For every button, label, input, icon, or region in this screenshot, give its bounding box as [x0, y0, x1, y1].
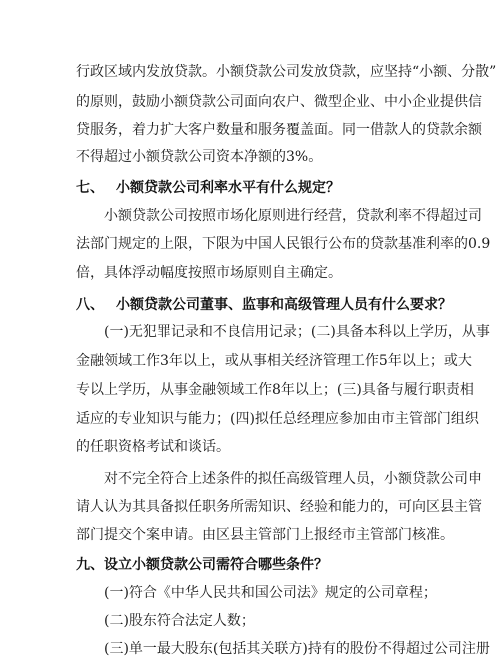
section-heading-8 [76, 295, 452, 315]
paragraph-line: 行政区域内发放贷款。小额贷款公司发放贷款，应坚持“小额、分散” [76, 64, 497, 80]
paragraph-line: (一)无犯罪记录和不良信用记录；(二)具备本科以上学历，从事 [104, 324, 490, 340]
section-number: 八、 [76, 297, 104, 313]
paragraph-line: 金融领域工作3年以上，或从事相关经济管理工作5年以上；或大 [76, 353, 472, 369]
paragraph-line: 贷服务，着力扩大客户数量和服务覆盖面。同一借款人的贷款余额 [76, 122, 482, 138]
paragraph-line: 的任职资格考试和谈话。 [76, 439, 230, 455]
section-title: 小额贷款公司利率水平有什么规定？ [116, 180, 340, 196]
paragraph-line: 不得超过小额贷款公司资本净额的3%。 [76, 149, 323, 165]
paragraph-line: 法部门规定的上限，下限为中国人民银行公布的贷款基准利率的0.9 [76, 236, 491, 252]
paragraph-line: 倍，具体浮动幅度按照市场原则自主确定。 [76, 265, 342, 281]
paragraph-line: 的原则，鼓励小额贷款公司面向农户、微型企业、中小企业提供信 [76, 94, 482, 110]
section-number: 七、 [76, 180, 104, 196]
section-heading-7 [76, 178, 340, 198]
paragraph-line: 专以上学历，从事金融领域工作8年以上；(三)具备与履行职责相 [76, 382, 474, 398]
paragraph-line: 对不完全符合上述条件的拟任高级管理人员，小额贷款公司申 [104, 471, 482, 487]
paragraph-line: 适应的专业知识与能力；(四)拟任总经理应参加由市主管部门组织 [76, 411, 479, 427]
paragraph-line: 部门提交个案申请。由区县主管部门上报经市主管部门核准。 [76, 527, 454, 543]
section-heading-9 [76, 555, 328, 575]
list-item: (三)单一最大股东(包括其关联方)持有的股份不得超过公司注册 [104, 641, 490, 657]
section-number: 九、 [76, 557, 104, 573]
paragraph-line: 请人认为其具备拟任职务所需知识、经验和能力的，可向区县主管 [76, 499, 482, 515]
section-title: 小额贷款公司董事、监事和高级管理人员有什么要求？ [116, 297, 452, 313]
list-item: (一)符合《中华人民共和国公司法》规定的公司章程； [104, 585, 437, 601]
paragraph-line: 小额贷款公司按照市场化原则进行经营，贷款利率不得超过司 [104, 208, 482, 224]
section-title: 设立小额贷款公司需符合哪些条件？ [104, 557, 328, 573]
list-item: (二)股东符合法定人数； [104, 613, 255, 629]
